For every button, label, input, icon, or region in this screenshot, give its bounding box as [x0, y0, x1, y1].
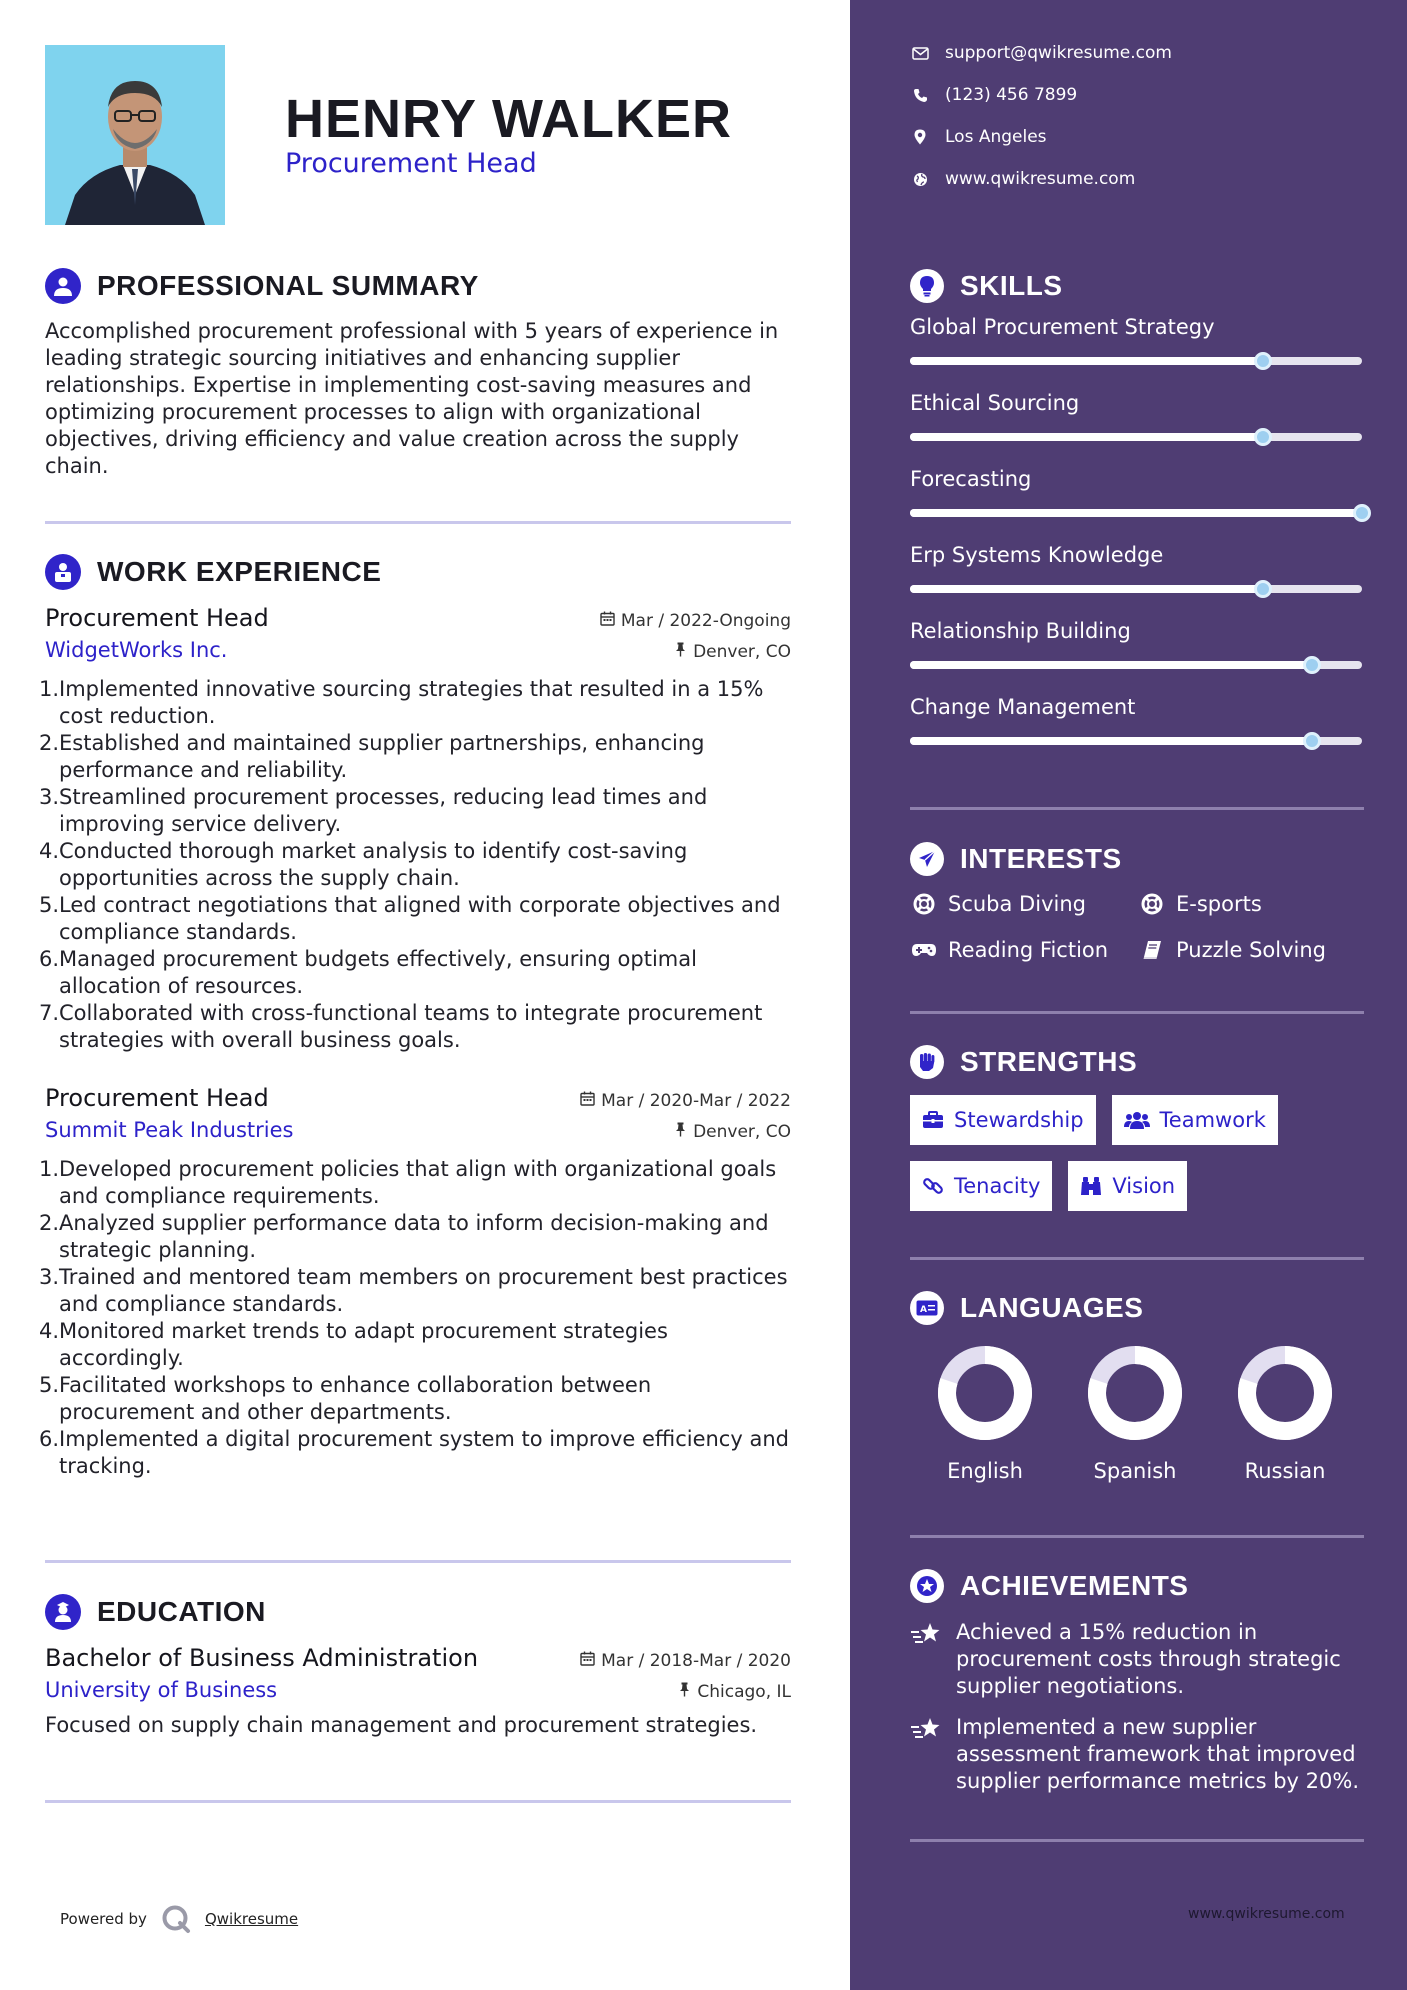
skill-name: Global Procurement Strategy — [910, 315, 1215, 339]
skills-list — [910, 315, 1364, 771]
school-name: University of Business — [45, 1678, 278, 1702]
strength-chip — [1068, 1161, 1187, 1211]
shooting-star-icon — [910, 1714, 946, 1795]
summary-text: Accomplished procurement professional with 5 years of experience in leading strategic sourcing initiatives and enhancing supplier relationships. Expertise in implementing cost-saving measures and optimizing procurement processes to align with organizational objectives, driving efficiency and value creation across the supply chain. — [45, 319, 779, 478]
sidebar — [850, 0, 1407, 1990]
education-section — [45, 1592, 791, 1739]
users-icon — [1124, 1111, 1150, 1129]
language-name: English — [947, 1459, 1023, 1483]
skill-bar — [910, 509, 1362, 517]
skill-bar-fill — [910, 433, 1263, 441]
location-text: Los Angeles — [945, 127, 1047, 147]
languages-list — [910, 1345, 1364, 1483]
star-badge-icon — [910, 1569, 944, 1603]
candidate-name: HENRY WALKER — [285, 89, 733, 149]
skill-bar-fill — [910, 509, 1362, 517]
achievements-section — [910, 1567, 1364, 1795]
list-number: 7. — [39, 1001, 60, 1025]
strength-chip — [910, 1161, 1052, 1211]
svg-text:A: A — [920, 1305, 927, 1315]
user-icon — [45, 268, 81, 304]
phone-text: (123) 456 7899 — [945, 85, 1078, 105]
interest-item — [1138, 892, 1366, 916]
skill-name: Relationship Building — [910, 619, 1131, 643]
fist-icon — [910, 1045, 944, 1079]
divider — [45, 1560, 791, 1563]
education-heading: EDUCATION — [97, 1596, 266, 1627]
job-role: Procurement Head — [45, 604, 269, 632]
interests-list — [910, 892, 1364, 962]
language-item — [1210, 1345, 1360, 1483]
language-item — [910, 1345, 1060, 1483]
list-number: 6. — [39, 1427, 60, 1451]
divider — [910, 807, 1364, 810]
interest-label: E-sports — [1176, 892, 1262, 916]
language-ring — [1237, 1345, 1333, 1441]
skill-bar — [910, 433, 1362, 441]
strength-chip — [910, 1095, 1096, 1145]
list-text: Conducted thorough market analysis to identify cost-saving opportunities across the supply chain. — [59, 839, 688, 890]
achievements-heading: ACHIEVEMENTS — [960, 1570, 1189, 1601]
list-number: 3. — [39, 1265, 60, 1289]
pin-icon — [678, 1682, 691, 1702]
skill-bar-knob — [1254, 352, 1272, 370]
list-text: Collaborated with cross-functional teams to integrate procurement strategies with overall business goals. — [59, 1001, 763, 1052]
list-number: 2. — [39, 1211, 60, 1235]
strength-label: Stewardship — [954, 1108, 1084, 1132]
list-number: 1. — [39, 677, 60, 701]
binoculars-icon — [1080, 1176, 1102, 1196]
powered-by-label: Powered by — [60, 1910, 147, 1928]
strengths-section — [910, 1043, 1364, 1211]
list-text: Managed procurement budgets effectively, ensuring optimal allocation of resources. — [59, 947, 697, 998]
skill-row — [910, 391, 1364, 467]
interest-item — [1138, 938, 1366, 962]
list-text: Developed procurement policies that align with organizational goals and compliance requirements. — [59, 1157, 777, 1208]
skill-bar — [910, 357, 1362, 365]
list-item — [39, 1210, 791, 1264]
lifebuoy-icon — [1138, 893, 1166, 915]
skill-name: Erp Systems Knowledge — [910, 543, 1164, 567]
contact-phone — [910, 85, 1077, 105]
skill-bar-fill — [910, 357, 1263, 365]
skill-bar — [910, 585, 1362, 593]
divider — [910, 1535, 1364, 1538]
list-item — [39, 946, 791, 1000]
education-date: Mar / 2018-Mar / 2020 — [601, 1651, 791, 1671]
language-ring — [1087, 1345, 1183, 1441]
achievement-item — [910, 1714, 1364, 1795]
job-entry — [39, 604, 791, 1054]
language-item — [1060, 1345, 1210, 1483]
skill-bar-fill — [910, 585, 1263, 593]
contact-email — [910, 43, 1172, 63]
lifebuoy-icon — [910, 893, 938, 915]
briefcase-icon — [922, 1111, 944, 1129]
achievement-text: Implemented a new supplier assessment framework that improved supplier performance metrics by 20%. — [956, 1715, 1359, 1793]
skill-name: Change Management — [910, 695, 1136, 719]
degree: Bachelor of Business Administration — [45, 1644, 479, 1672]
link-icon — [922, 1175, 944, 1197]
list-item — [39, 1000, 791, 1054]
job-location: Denver, CO — [693, 642, 791, 662]
envelope-icon — [910, 47, 930, 60]
list-number: 1. — [39, 1157, 60, 1181]
interest-label: Scuba Diving — [948, 892, 1086, 916]
gamepad-icon — [910, 942, 938, 958]
graduation-icon — [45, 1594, 81, 1630]
interests-heading: INTERESTS — [960, 843, 1122, 874]
list-number: 2. — [39, 731, 60, 755]
list-text: Analyzed supplier performance data to inform decision-making and strategic planning. — [59, 1211, 769, 1262]
list-item — [39, 1372, 791, 1426]
strengths-list — [910, 1095, 1364, 1211]
job-date: Mar / 2020-Mar / 2022 — [601, 1091, 791, 1111]
list-number: 6. — [39, 947, 60, 971]
globe-icon — [910, 172, 930, 187]
list-text: Implemented a digital procurement system to improve efficiency and tracking. — [59, 1427, 789, 1478]
skill-bar-knob — [1303, 656, 1321, 674]
achievement-text: Achieved a 15% reduction in procurement costs through strategic supplier negotiations. — [956, 1620, 1341, 1698]
strength-label: Tenacity — [954, 1174, 1041, 1198]
phone-icon — [910, 88, 930, 103]
list-text: Established and maintained supplier partnerships, enhancing performance and reliability. — [59, 731, 705, 782]
strength-chip — [1112, 1095, 1278, 1145]
skills-heading: SKILLS — [960, 270, 1063, 301]
paper-plane-icon — [910, 842, 944, 876]
list-text: Facilitated workshops to enhance collaboration between procurement and other departments. — [59, 1373, 652, 1424]
list-text: Trained and mentored team members on procurement best practices and compliance standards. — [59, 1265, 788, 1316]
language-name: Russian — [1244, 1459, 1326, 1483]
divider — [910, 1839, 1364, 1842]
list-item — [39, 676, 791, 730]
pin-icon — [674, 1122, 687, 1142]
job-company: WidgetWorks Inc. — [45, 638, 228, 662]
list-number: 4. — [39, 1319, 60, 1343]
summary-heading: PROFESSIONAL SUMMARY — [97, 270, 479, 301]
education-entry — [45, 1644, 791, 1739]
divider — [45, 1800, 791, 1803]
summary-section — [45, 266, 791, 480]
skill-bar — [910, 737, 1362, 745]
list-number: 3. — [39, 785, 60, 809]
skill-bar-fill — [910, 661, 1312, 669]
list-text: Streamlined procurement processes, reducing lead times and improving service delivery. — [59, 785, 708, 836]
interest-item — [910, 938, 1138, 962]
education-location: Chicago, IL — [697, 1682, 791, 1702]
skill-bar — [910, 661, 1362, 669]
pin-icon — [674, 642, 687, 662]
language-ring — [937, 1345, 1033, 1441]
skill-bar-fill — [910, 737, 1312, 745]
calendar-icon — [600, 611, 615, 631]
list-item — [39, 1156, 791, 1210]
languages-section — [910, 1289, 1364, 1483]
list-item — [39, 1426, 791, 1480]
language-icon — [910, 1291, 944, 1325]
list-text: Monitored market trends to adapt procurement strategies accordingly. — [59, 1319, 668, 1370]
list-number: 4. — [39, 839, 60, 863]
lightbulb-icon — [910, 269, 944, 303]
list-text: Led contract negotiations that aligned with corporate objectives and compliance standards. — [59, 893, 781, 944]
contact-location — [910, 127, 1047, 147]
skill-row — [910, 619, 1364, 695]
skill-row — [910, 467, 1364, 543]
interests-section — [910, 840, 1364, 962]
achievement-item — [910, 1619, 1364, 1700]
strength-label: Vision — [1112, 1174, 1176, 1198]
list-number: 5. — [39, 1373, 60, 1397]
calendar-icon — [580, 1091, 595, 1111]
skill-bar-knob — [1254, 428, 1272, 446]
skill-name: Forecasting — [910, 467, 1032, 491]
contact-website — [910, 169, 1135, 189]
skill-row — [910, 315, 1364, 391]
list-item — [39, 1318, 791, 1372]
map-pin-icon — [910, 129, 930, 145]
footer-website: www.qwikresume.com — [1188, 1906, 1345, 1922]
strengths-heading: STRENGTHS — [960, 1046, 1138, 1077]
job-bullets — [39, 676, 791, 1054]
briefcase-user-icon — [45, 554, 81, 590]
qwikresume-logo-icon — [161, 1904, 191, 1934]
skill-name: Ethical Sourcing — [910, 391, 1080, 415]
list-item — [39, 730, 791, 784]
list-item — [39, 838, 791, 892]
education-description: Focused on supply chain management and procurement strategies. — [45, 1713, 758, 1737]
interest-label: Reading Fiction — [948, 938, 1109, 962]
languages-heading: LANGUAGES — [960, 1292, 1144, 1323]
language-name: Spanish — [1093, 1459, 1177, 1483]
profile-photo — [45, 45, 225, 225]
interest-item — [910, 892, 1138, 916]
experience-section — [39, 552, 791, 1480]
skill-row — [910, 695, 1364, 771]
list-item — [39, 1264, 791, 1318]
job-location: Denver, CO — [693, 1122, 791, 1142]
strength-label: Teamwork — [1159, 1108, 1266, 1132]
candidate-title: Procurement Head — [285, 148, 537, 179]
email-text: support@qwikresume.com — [945, 43, 1172, 63]
list-number: 5. — [39, 893, 60, 917]
skill-row — [910, 543, 1364, 619]
website-text: www.qwikresume.com — [945, 169, 1136, 189]
list-item — [39, 784, 791, 838]
skill-bar-knob — [1353, 504, 1371, 522]
divider — [910, 1257, 1364, 1260]
job-entry — [39, 1084, 791, 1480]
footer-powered-by — [60, 1904, 298, 1934]
list-item — [39, 892, 791, 946]
job-company: Summit Peak Industries — [45, 1118, 294, 1142]
list-text: Implemented innovative sourcing strategies that resulted in a 15% cost reduction. — [59, 677, 764, 728]
skills-section — [910, 267, 1364, 771]
skill-bar-knob — [1303, 732, 1321, 750]
job-date: Mar / 2022-Ongoing — [620, 611, 791, 631]
job-role: Procurement Head — [45, 1084, 269, 1112]
divider — [910, 1011, 1364, 1014]
job-bullets — [39, 1156, 791, 1480]
calendar-icon — [580, 1651, 595, 1671]
achievements-list — [910, 1619, 1364, 1795]
qwikresume-link[interactable]: Qwikresume — [204, 1910, 299, 1928]
experience-heading: WORK EXPERIENCE — [97, 556, 382, 587]
divider — [45, 521, 791, 524]
book-icon — [1138, 940, 1166, 960]
shooting-star-icon — [910, 1619, 946, 1700]
skill-bar-knob — [1254, 580, 1272, 598]
interest-label: Puzzle Solving — [1176, 938, 1326, 962]
